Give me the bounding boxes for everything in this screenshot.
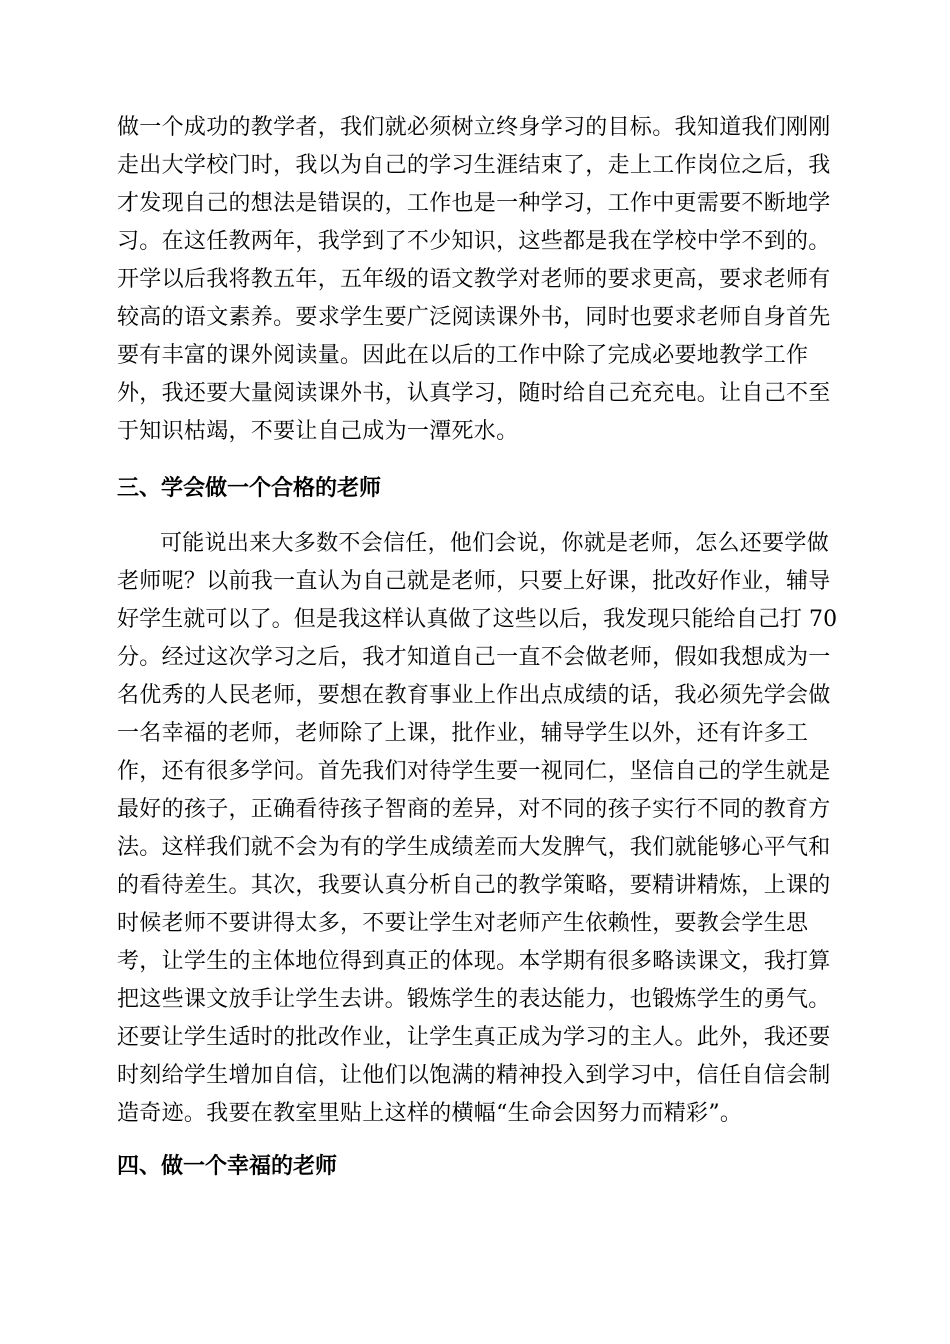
text-line: 把这些课文放手让学生去讲。锻炼学生的表达能力，也锻炼学生的勇气。	[117, 987, 831, 1012]
text-line: 较高的语文素养。要求学生要广泛阅读课外书，同时也要求老师自身首先	[117, 305, 831, 330]
text-line: 名优秀的人民老师，要想在教育事业上作出点成绩的话，我必须先学会做	[117, 683, 831, 708]
text-line: 开学以后我将教五年，五年级的语文教学对老师的要求更高，要求老师有	[117, 267, 831, 292]
text-line: 分。经过这次学习之后，我才知道自己一直不会做老师，假如我想成为一	[117, 645, 831, 670]
text-line: 可能说出来大多数不会信任，他们会说，你就是老师，怎么还要学做	[160, 531, 830, 556]
text-line: 还要让学生适时的批改作业，让学生真正成为学习的主人。此外，我还要	[117, 1025, 831, 1050]
text-line: 外，我还要大量阅读课外书，认真学习，随时给自己充充电。让自己不至	[117, 381, 831, 406]
text-line: 好学生就可以了。但是我这样认真做了这些以后，我发现只能给自己打 70	[117, 607, 838, 632]
text-line: 时刻给学生增加自信，让他们以饱满的精神投入到学习中，信任自信会制	[117, 1063, 831, 1088]
text-line: 法。这样我们就不会为有的学生成绩差而大发脾气，我们就能够心平气和	[117, 835, 831, 860]
section-heading-3: 三、学会做一个合格的老师	[117, 476, 382, 501]
text-line: 于知识枯竭，不要让自己成为一潭死水。	[117, 419, 519, 444]
text-line: 做一个成功的教学者，我们就必须树立终身学习的目标。我知道我们刚刚	[117, 115, 831, 140]
text-line: 习。在这任教两年，我学到了不少知识，这些都是我在学校中学不到的。	[117, 229, 831, 254]
text-line: 时候老师不要讲得太多，不要让学生对老师产生依赖性，要教会学生思	[117, 911, 809, 936]
text-line: 的看待差生。其次，我要认真分析自己的教学策略，要精讲精炼，上课的	[117, 873, 831, 898]
text-line: 走出大学校门时，我以为自己的学习生涯结束了，走上工作岗位之后，我	[117, 153, 831, 178]
text-line: 一名幸福的老师，老师除了上课，批作业，辅导学生以外，还有许多工	[117, 721, 809, 746]
text-line: 造奇迹。我要在教室里贴上这样的横幅“生命会因努力而精彩”。	[117, 1101, 743, 1126]
section-heading-4: 四、做一个幸福的老师	[117, 1154, 338, 1179]
text-line: 老师呢？以前我一直认为自己就是老师，只要上好课，批改好作业，辅导	[117, 569, 831, 594]
text-line: 要有丰富的课外阅读量。因此在以后的工作中除了完成必要地教学工作	[117, 343, 809, 368]
text-line: 考，让学生的主体地位得到真正的体现。本学期有很多略读课文，我打算	[117, 949, 831, 974]
text-line: 才发现自己的想法是错误的，工作也是一种学习，工作中更需要不断地学	[117, 191, 831, 216]
text-line: 作，还有很多学问。首先我们对待学生要一视同仁，坚信自己的学生就是	[117, 759, 831, 784]
text-line: 最好的孩子，正确看待孩子智商的差异，对不同的孩子实行不同的教育方	[117, 797, 831, 822]
